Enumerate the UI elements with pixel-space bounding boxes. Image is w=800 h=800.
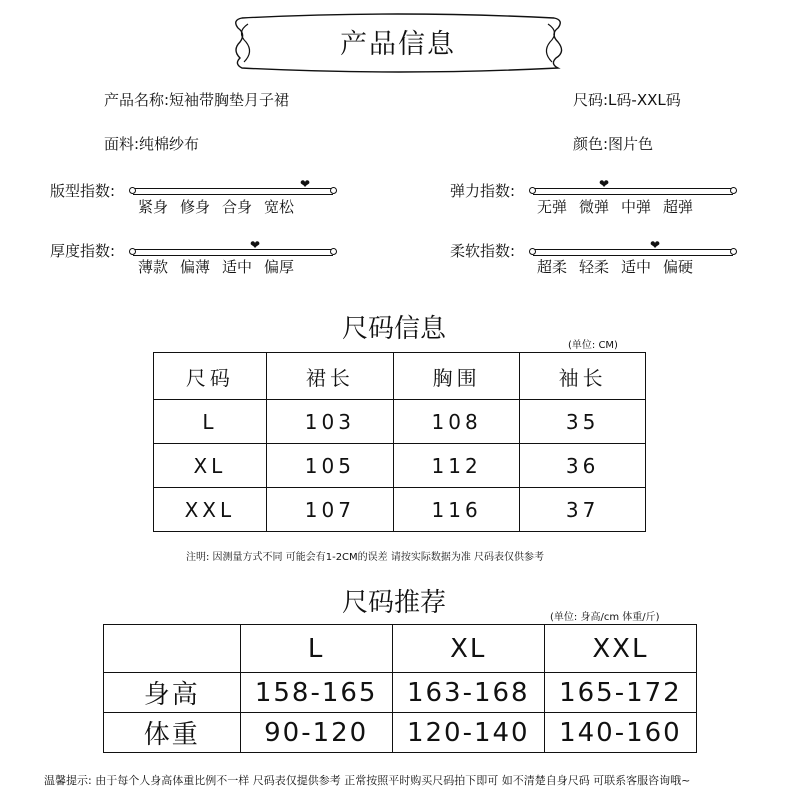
softness-option: 超柔: [537, 258, 568, 276]
table-cell: 36: [520, 444, 646, 488]
table-header-row: [104, 625, 697, 673]
stretch-option: 超弹: [663, 198, 694, 216]
table-row: [104, 673, 697, 713]
thickness-index-scale: [133, 249, 333, 256]
size-recommend-table: [103, 624, 697, 753]
heart-icon: ❤: [599, 177, 610, 191]
table-cell: 163-168: [392, 673, 544, 713]
table-cell: 158-165: [240, 673, 392, 713]
thickness-option: 适中: [222, 258, 253, 276]
table-cell: 35: [520, 400, 646, 444]
size-recommend-unit: (单位: 身高/cm 体重/斤): [550, 612, 660, 623]
heart-icon: ❤: [250, 238, 261, 252]
softness-option: 轻柔: [579, 258, 610, 276]
thickness-index-options: [138, 256, 306, 277]
table-cell: 108: [394, 400, 520, 444]
product-name: 产品名称:短袖带胸垫月子裙: [104, 91, 290, 109]
size-recommend-title: 尺码推荐: [342, 588, 447, 618]
size-info-title: 尺码信息: [342, 314, 447, 344]
product-fabric: 面料:纯棉纱布: [104, 135, 200, 153]
stretch-index-options: [537, 196, 705, 217]
fit-option: 合身: [222, 198, 253, 216]
table-cell: 103: [266, 400, 393, 444]
table-header-cell: 尺码: [154, 353, 267, 400]
fit-index-label: 版型指数:: [50, 182, 116, 200]
softness-index-options: [537, 256, 705, 277]
softness-index-scale: [533, 249, 733, 256]
size-info-table: [153, 352, 646, 532]
table-cell: L: [154, 400, 267, 444]
heart-icon: ❤: [300, 177, 311, 191]
stretch-option: 微弹: [579, 198, 610, 216]
table-cell: XXL: [154, 488, 267, 532]
table-header-cell: L: [240, 625, 392, 673]
table-cell: 116: [394, 488, 520, 532]
table-cell: 105: [266, 444, 393, 488]
fit-option: 修身: [180, 198, 211, 216]
table-header-cell: 胸围: [394, 353, 520, 400]
table-cell: 112: [394, 444, 520, 488]
table-cell: 140-160: [544, 713, 696, 753]
table-row: [154, 488, 646, 532]
table-row: [104, 713, 697, 753]
table-header-cell: 裙长: [266, 353, 393, 400]
stretch-index-label: 弹力指数:: [450, 182, 516, 200]
table-row: [154, 444, 646, 488]
stretch-option: 中弹: [621, 198, 652, 216]
product-color: 颜色:图片色: [573, 135, 654, 153]
thickness-index-label: 厚度指数:: [50, 242, 116, 260]
product-size-range: 尺码:L码-XXL码: [573, 91, 681, 109]
table-cell: 体重: [104, 713, 241, 753]
fit-option: 宽松: [264, 198, 295, 216]
table-cell: 身高: [104, 673, 241, 713]
table-cell: 107: [266, 488, 393, 532]
table-header-row: [154, 353, 646, 400]
softness-option: 偏硬: [663, 258, 694, 276]
page-title: 产品信息: [340, 29, 456, 60]
table-header-cell: XL: [392, 625, 544, 673]
thickness-option: 偏厚: [264, 258, 295, 276]
stretch-index-scale: [533, 188, 733, 195]
softness-index-label: 柔软指数:: [450, 242, 516, 260]
table-header-cell: XXL: [544, 625, 696, 673]
fit-index-options: [138, 196, 306, 217]
table-header-cell: [104, 625, 241, 673]
table-row: [154, 400, 646, 444]
table-cell: 90-120: [240, 713, 392, 753]
softness-option: 适中: [621, 258, 652, 276]
table-cell: 37: [520, 488, 646, 532]
size-info-note: 注明: 因测量方式不同 可能会有1-2CM的误差 请按实际数据为准 尺码表仅供参考: [186, 552, 545, 563]
footer-tip: 温馨提示: 由于每个人身高体重比例不一样 尺码表仅提供参考 正常按照平时购买尺码拍下即可 如不清楚自身尺码 可联系客服咨询哦~: [44, 774, 691, 787]
table-cell: XL: [154, 444, 267, 488]
size-info-unit: (单位: CM): [568, 340, 618, 351]
table-cell: 165-172: [544, 673, 696, 713]
table-header-cell: 袖长: [520, 353, 646, 400]
stretch-option: 无弹: [537, 198, 568, 216]
thickness-option: 薄款: [138, 258, 169, 276]
thickness-option: 偏薄: [180, 258, 211, 276]
fit-option: 紧身: [138, 198, 169, 216]
heart-icon: ❤: [650, 238, 661, 252]
table-cell: 120-140: [392, 713, 544, 753]
